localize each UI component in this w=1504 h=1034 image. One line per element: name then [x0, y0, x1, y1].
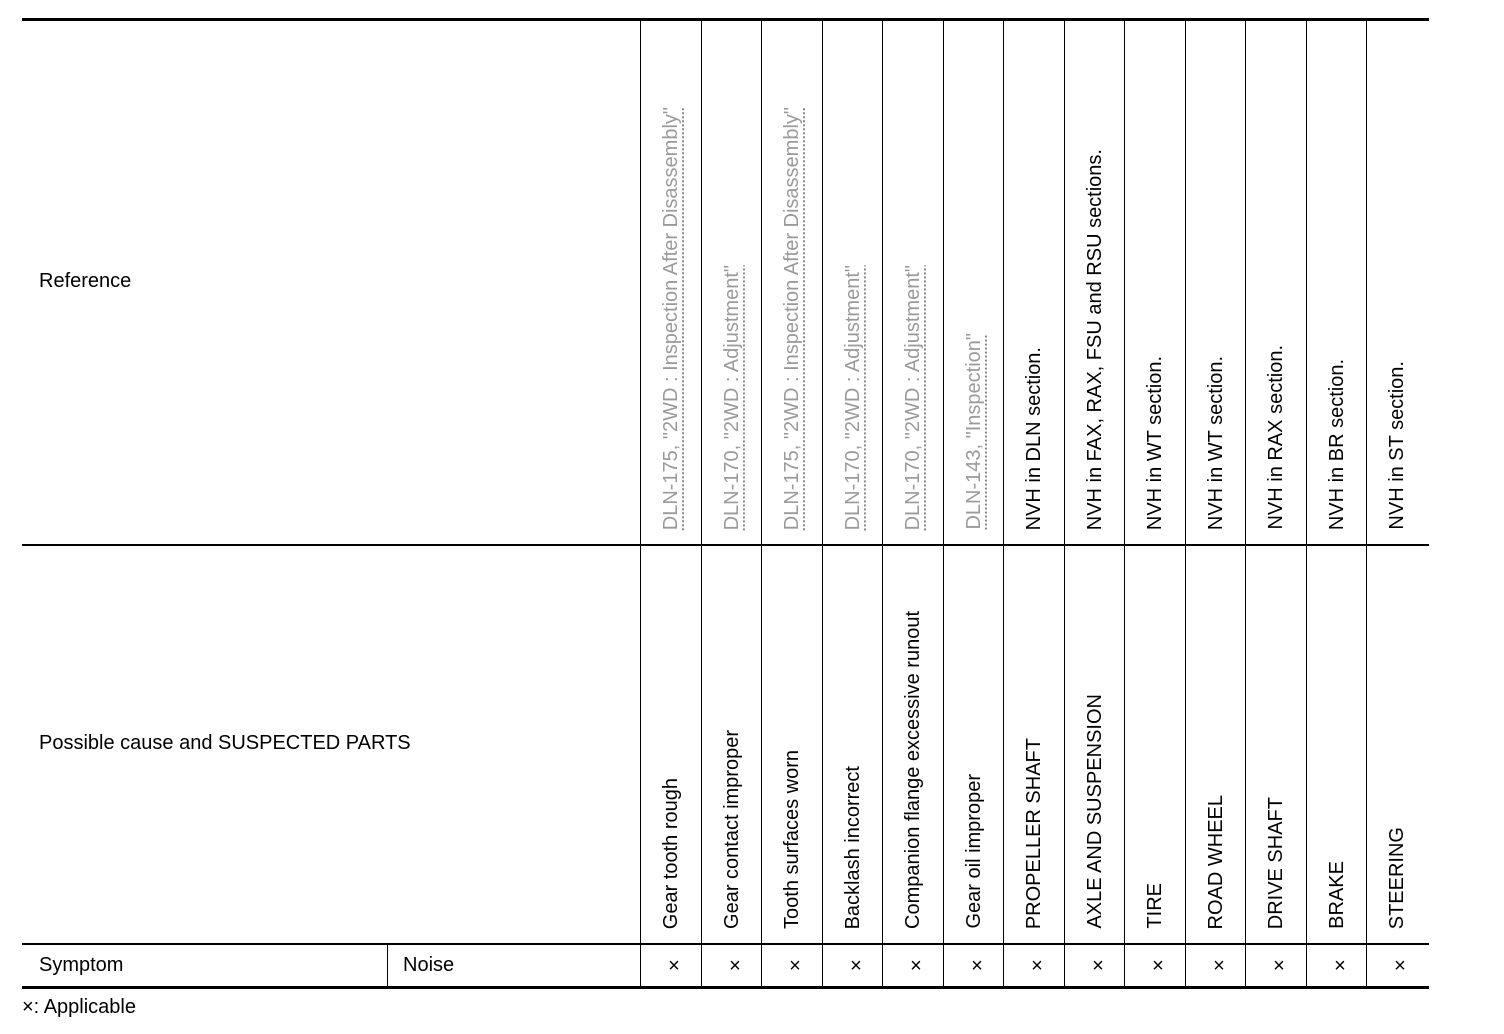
reference-text: NVH in BR section. [1326, 358, 1348, 530]
suspected-part: Tooth surfaces worn [781, 750, 803, 929]
reference-text: NVH in DLN section. [1023, 346, 1045, 530]
applicable-mark: × [971, 955, 983, 977]
reference-row-divider [22, 544, 1429, 546]
table-bottom-border [22, 986, 1429, 989]
reference-link[interactable]: DLN-175, "2WD : Inspection After Disassembly" [660, 106, 682, 530]
column-divider [701, 21, 702, 986]
noise-label: Noise [403, 954, 455, 976]
reference-link[interactable]: DLN-143, "Inspection" [963, 333, 985, 530]
column-divider [822, 21, 823, 986]
reference-link[interactable]: DLN-170, "2WD : Adjustment" [842, 264, 864, 530]
suspected-part: TIRE [1144, 883, 1166, 929]
column-divider [943, 21, 944, 986]
column-divider [1185, 21, 1186, 986]
applicable-mark: × [729, 955, 741, 977]
suspected-part: BRAKE [1326, 861, 1348, 929]
column-divider [640, 21, 641, 986]
suspected-part: Gear contact improper [721, 730, 743, 929]
reference-link[interactable]: DLN-170, "2WD : Adjustment" [902, 264, 924, 530]
column-divider [1306, 21, 1307, 986]
applicable-mark: × [1031, 955, 1043, 977]
reference-text: NVH in RAX section. [1265, 345, 1287, 530]
column-divider [882, 21, 883, 986]
column-divider [1366, 21, 1367, 986]
table-top-border [22, 18, 1429, 21]
applicable-mark: × [1394, 955, 1406, 977]
applicable-mark: × [1213, 955, 1225, 977]
suspected-part: Backlash incorrect [842, 765, 864, 929]
symptom-label: Symptom [39, 954, 124, 976]
applicable-mark: × [1273, 955, 1285, 977]
reference-text: NVH in WT section. [1205, 355, 1227, 530]
suspected-part: Companion flange excessive runout [902, 611, 924, 929]
suspected-part: STEERING [1386, 826, 1408, 929]
legend: ×: Applicable [22, 996, 136, 1018]
suspected-part: Gear tooth rough [660, 777, 682, 929]
suspected-part: DRIVE SHAFT [1265, 796, 1287, 929]
applicable-mark: × [910, 955, 922, 977]
reference-text: NVH in WT section. [1144, 355, 1166, 530]
reference-text: NVH in ST section. [1386, 361, 1408, 530]
column-divider [761, 21, 762, 986]
symptom-noise-divider [387, 945, 388, 986]
suspected-part: ROAD WHEEL [1205, 794, 1227, 929]
reference-link[interactable]: DLN-170, "2WD : Adjustment" [721, 264, 743, 530]
column-divider [1124, 21, 1125, 986]
applicable-mark: × [1092, 955, 1104, 977]
applicable-mark: × [668, 955, 680, 977]
reference-text: NVH in FAX, RAX, FSU and RSU sections. [1084, 148, 1106, 530]
column-divider [1003, 21, 1004, 986]
suspected-part: AXLE AND SUSPENSION [1084, 694, 1106, 929]
reference-link[interactable]: DLN-175, "2WD : Inspection After Disassembly" [781, 106, 803, 530]
column-divider [1245, 21, 1246, 986]
applicable-mark: × [1152, 955, 1164, 977]
reference-label: Reference [39, 270, 132, 292]
applicable-mark: × [789, 955, 801, 977]
applicable-mark: × [850, 955, 862, 977]
suspected-part: PROPELLER SHAFT [1023, 737, 1045, 929]
applicable-mark: × [1334, 955, 1346, 977]
parts-row-divider [22, 943, 1429, 945]
column-divider [1064, 21, 1065, 986]
possible-cause-label: Possible cause and SUSPECTED PARTS [39, 732, 411, 754]
suspected-part: Gear oil improper [963, 774, 985, 929]
